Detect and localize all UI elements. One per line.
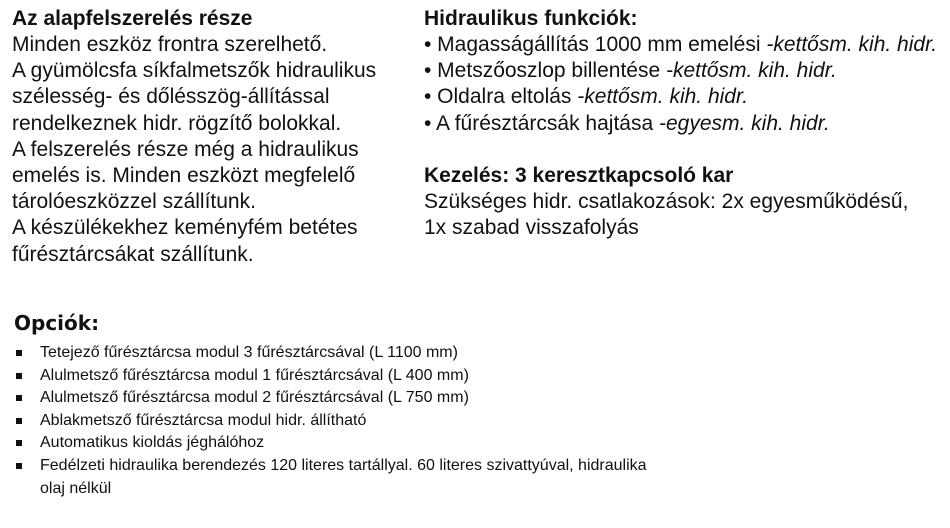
standard-line: tárolóeszközzel szállítunk.	[12, 190, 256, 214]
standard-line: A felszerelés része még a hidraulikus	[12, 137, 359, 161]
option-item	[14, 432, 934, 455]
function-type: -kettősm. kih. hidr.	[766, 33, 938, 56]
option-text: Fedélzeti hidraulika berendezés 120 literes tartállyal. 60 literes szivattyúval, hidraulika	[40, 456, 647, 474]
function-type: -egyesm. kih. hidr.	[658, 111, 830, 135]
option-item	[14, 342, 934, 365]
standard-line: Minden eszköz frontra szerelhető.	[12, 33, 328, 56]
options-title: Opciók:	[14, 311, 100, 335]
square-bullet-icon	[16, 395, 22, 401]
standard-line: rendelkeznek hidr. rögzítő bolokkal.	[12, 111, 342, 135]
option-text: Ablakmetsző fűrésztárcsa modul hidr. állítható	[40, 411, 367, 429]
options-list	[14, 342, 934, 500]
options-section	[14, 310, 934, 500]
option-item	[14, 455, 934, 500]
function-type: -kettősm. kih. hidr.	[577, 85, 749, 109]
option-text: Tetejező fűrésztárcsa modul 3 fűrésztárcsával (L 1100 mm)	[40, 344, 458, 361]
left-column	[12, 6, 412, 268]
standard-line: fűrésztárcsákat szállítunk.	[12, 242, 254, 266]
option-text: Automatikus kioldás jéghálóhoz	[40, 434, 265, 452]
hydraulic-function-item	[424, 84, 944, 110]
standard-line: A készülékekhez keményfém betétes	[12, 216, 358, 240]
control-line: 1x szabad visszafolyás	[424, 216, 639, 240]
option-item	[14, 410, 934, 433]
control-heading: Kezelés: 3 keresztkapcsoló kar	[424, 163, 734, 187]
control-line: Szükséges hidr. csatlakozások: 2x egyesműködésű,	[424, 189, 909, 213]
square-bullet-icon	[16, 373, 22, 379]
hydraulic-function-item	[424, 32, 944, 58]
standard-line: A gyümölcsfa síkfalmetszők hidraulikus	[12, 59, 377, 83]
hydraulic-functions-heading: Hidraulikus funkciók:	[424, 7, 638, 30]
function-text: • Magasságállítás 1000 mm emelési	[424, 33, 767, 56]
right-column	[424, 6, 944, 241]
square-bullet-icon	[16, 440, 22, 446]
option-item	[14, 387, 934, 410]
square-bullet-icon	[16, 418, 22, 424]
hydraulic-function-item	[424, 111, 944, 137]
standard-equipment-heading: Az alapfelszerelés része	[12, 7, 253, 30]
option-text-continuation: olaj nélkül	[40, 479, 112, 497]
option-text: Alulmetsző fűrésztárcsa modul 2 fűrésztárcsával (L 750 mm)	[40, 389, 469, 407]
square-bullet-icon	[16, 350, 22, 356]
hydraulic-function-item	[424, 58, 944, 84]
function-text: • Metszőoszlop billentése	[424, 59, 666, 83]
function-text: • Oldalra eltolás	[424, 85, 578, 109]
function-type: -kettősm. kih. hidr.	[665, 59, 837, 83]
option-item	[14, 365, 934, 388]
option-text: Alulmetsző fűrésztárcsa modul 1 fűrésztárcsával (L 400 mm)	[40, 366, 469, 384]
standard-line: emelés is. Minden eszközt megfelelő	[12, 164, 356, 188]
section-spacer	[424, 137, 944, 163]
standard-line: szélesség- és dőlésszög-állítással	[12, 85, 330, 109]
function-text: • A fűrésztárcsák hajtása	[424, 111, 659, 135]
square-bullet-icon	[16, 463, 22, 469]
